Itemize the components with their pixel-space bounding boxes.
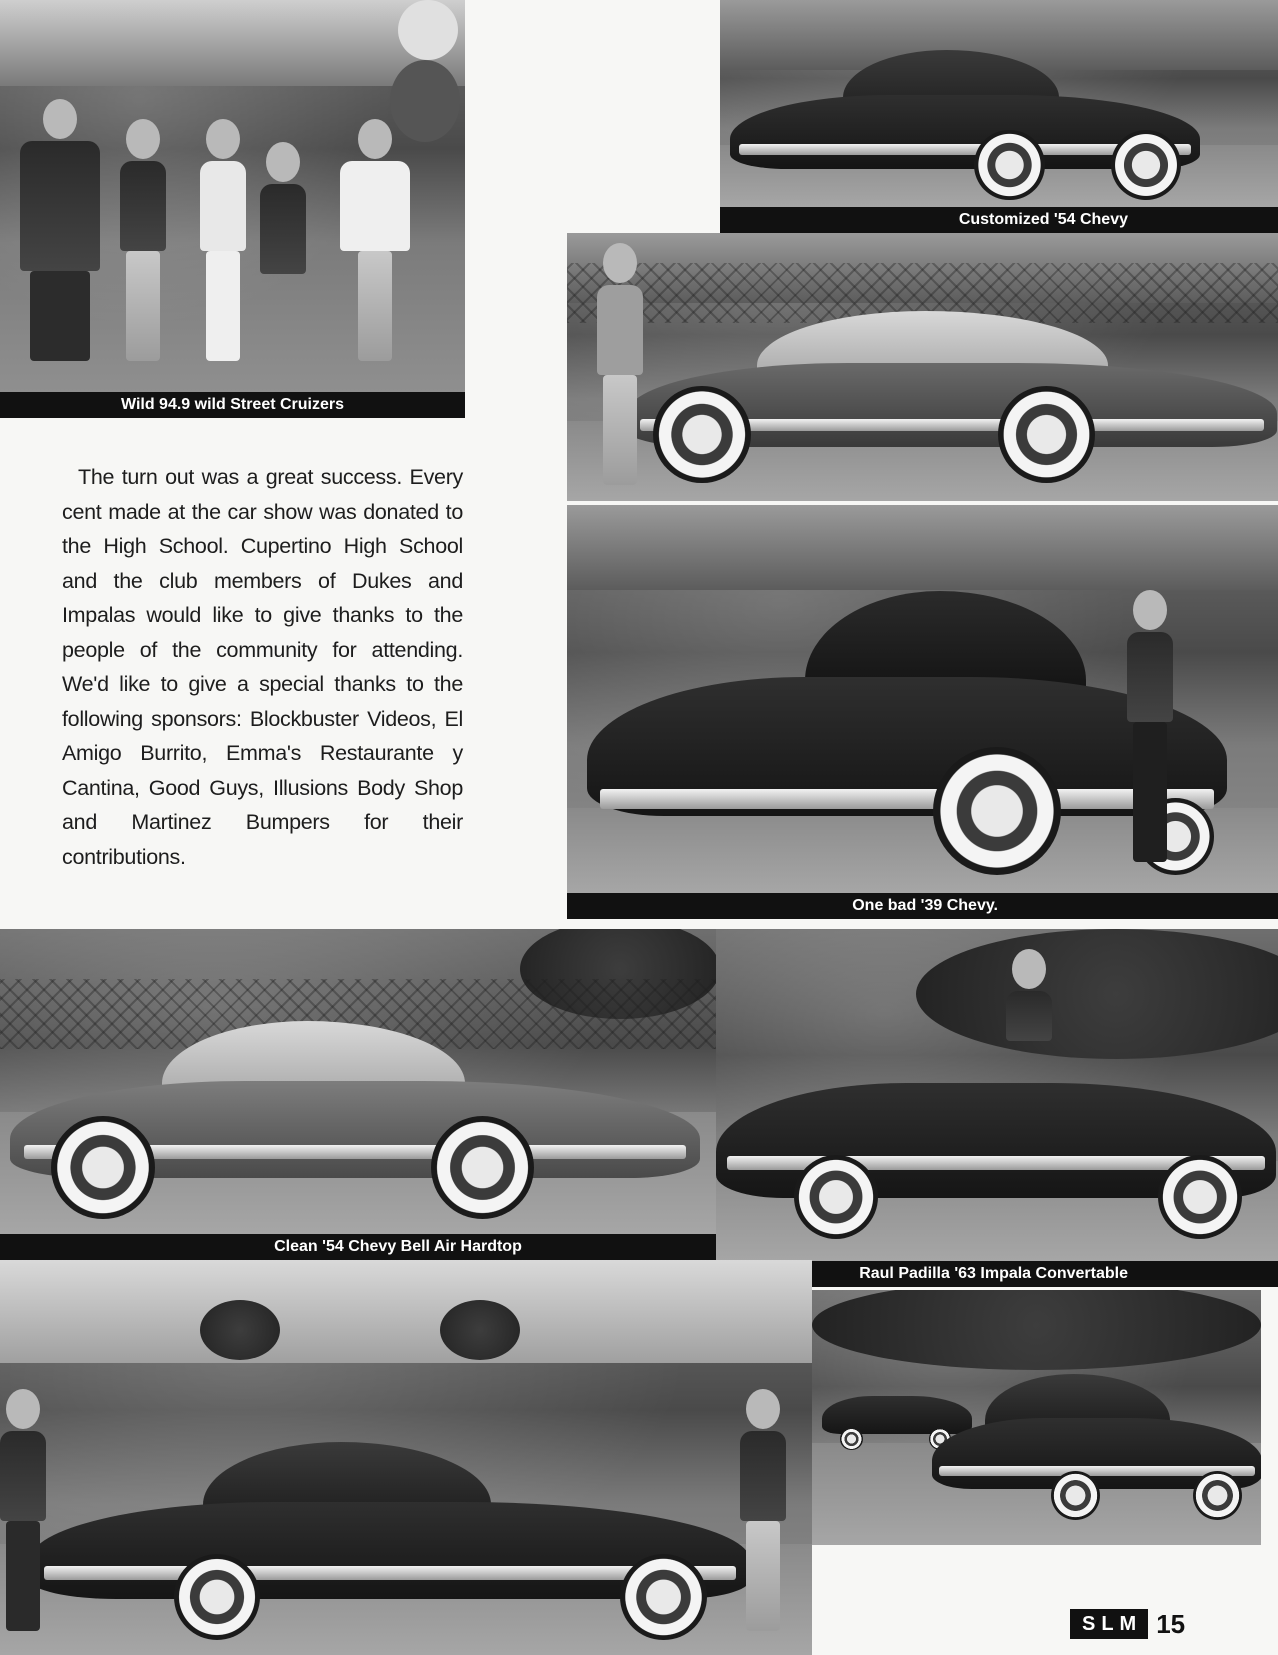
car-figure [730, 25, 1200, 200]
photo-backdrop [0, 0, 465, 86]
caption-street-cruizers: Wild 94.9 wild Street Cruizers [0, 392, 465, 418]
photo-backdrop [0, 1260, 812, 1363]
person-figure [1127, 590, 1173, 862]
person-figure [597, 243, 643, 485]
photo-parked-lowriders [812, 1290, 1261, 1545]
person-figure [260, 142, 306, 274]
caption-customized-54-chevy: Customized '54 Chevy [720, 207, 1278, 233]
photo-63-impala-convertable [716, 929, 1278, 1261]
person-figure [120, 119, 166, 361]
photo-54-bell-air [0, 929, 716, 1234]
car-figure [627, 283, 1277, 483]
car-figure [716, 1009, 1276, 1239]
article-body [62, 460, 463, 874]
person-figure [740, 1389, 786, 1631]
caption-54-bell-air: Clean '54 Chevy Bell Air Hardtop [0, 1234, 716, 1260]
person-figure [200, 119, 246, 361]
photo-customized-54-chevy [720, 0, 1278, 207]
car-figure [30, 1410, 750, 1640]
photo-39-chevy [567, 505, 1278, 893]
photo-street-cruizers [0, 0, 465, 392]
tree-graphic [200, 1300, 280, 1360]
person-figure [20, 99, 100, 361]
page-number: 15 [1156, 1608, 1186, 1639]
car-figure [10, 989, 700, 1219]
person-figure [340, 119, 410, 361]
person-figure [1006, 949, 1052, 1041]
caption-63-impala-convertable: Raul Padilla '63 Impala Convertable [716, 1261, 1278, 1287]
page-footer [1070, 1608, 1185, 1640]
balloon-graphic [390, 60, 460, 142]
car-figure [932, 1350, 1261, 1520]
magazine-logo: SLM [1070, 1609, 1148, 1639]
person-figure [0, 1389, 46, 1631]
balloon-graphic [398, 0, 458, 60]
photo-63-impala-hardtop [567, 233, 1278, 501]
caption-39-chevy: One bad '39 Chevy. [567, 893, 1278, 919]
tree-graphic [440, 1300, 520, 1360]
photo-show-grounds-impala [0, 1260, 812, 1655]
article-paragraph: The turn out was a great success. Every cent made at the car show was donated to the High School. Cupertino High School and the club members of Dukes and Impalas would like to give thanks to the people of the community for attending. We'd like to give a special thanks to the following sponsors: Blockbuster Videos, El Amigo Burrito, Emma's Restaurante y Cantina, Good Guys, Illusions Body Shop and Martinez Bumpers for their contributions. [62, 465, 463, 869]
